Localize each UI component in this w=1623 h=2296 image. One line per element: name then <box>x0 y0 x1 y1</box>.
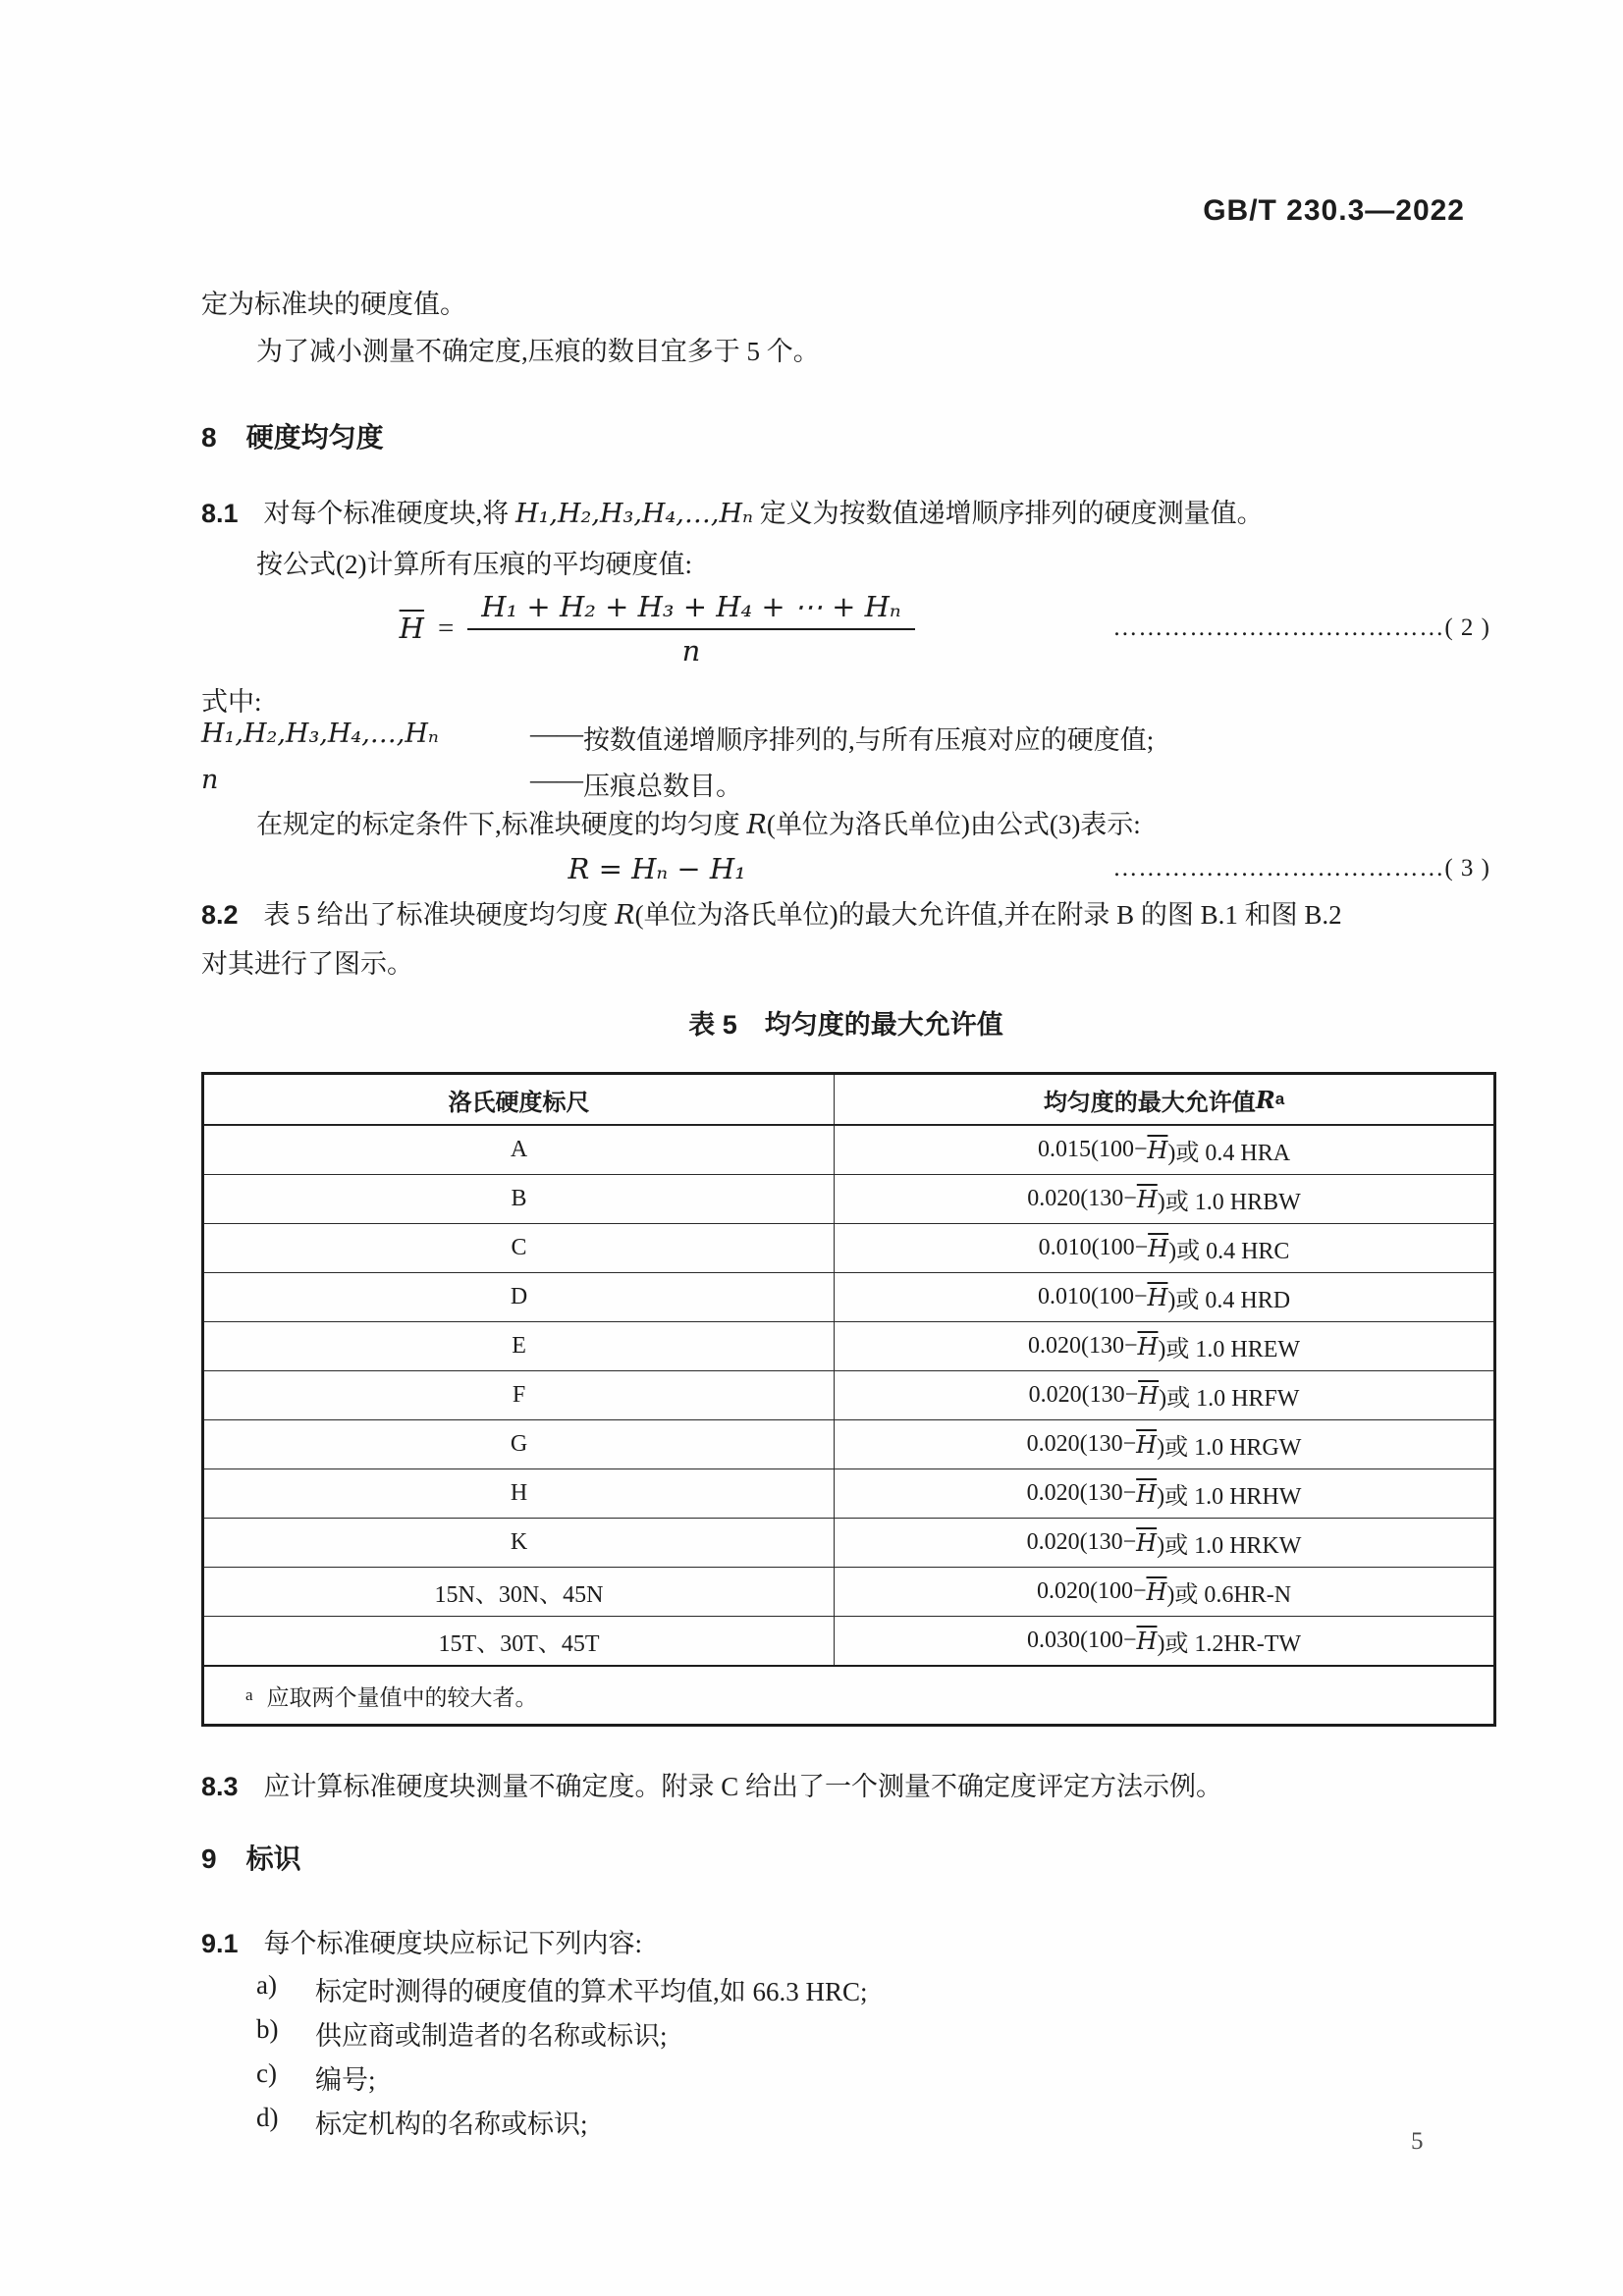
clause-9-1-number: 9.1 <box>201 1929 239 1958</box>
value-cell <box>835 1322 1493 1370</box>
value-cell <box>835 1371 1493 1419</box>
table-5 <box>201 1072 1496 1727</box>
value-pre: 0.010(100− <box>1038 1235 1149 1260</box>
value-cell <box>835 1519 1493 1567</box>
definition-term-h: H₁,H₂,H₃,H₄,…,Hₙ <box>201 719 439 749</box>
clause-8-1-text-post: 定义为按数值递增顺序排列的硬度测量值。 <box>752 499 1264 528</box>
clause-8-3 <box>201 1765 1222 1803</box>
formula-3-equation-number <box>1112 855 1490 882</box>
paragraph-carryover: 定为标准块的硬度值。 <box>201 290 466 319</box>
r-variable: R <box>615 900 635 931</box>
clause-9-1-text: 每个标准硬度块应标记下列内容: <box>263 1929 643 1958</box>
value-post: )或 1.0 HRFW <box>1159 1386 1300 1412</box>
r-variable: R <box>1255 1085 1275 1114</box>
section-9-title: 标识 <box>245 1843 301 1874</box>
table-row <box>204 1321 1493 1370</box>
formula-2-denominator: n <box>681 633 701 667</box>
table-row <box>204 1567 1493 1616</box>
paragraph-uniformity-pre: 在规定的标定条件下,标准块硬度的均匀度 <box>256 810 747 839</box>
value-post: )或 1.0 HRGW <box>1157 1435 1302 1461</box>
clause-8-2-text-post: (单位为洛氏单位)的最大允许值,并在附录 B 的图 B.1 和图 B.2 <box>634 900 1342 930</box>
clause-8-1-number: 8.1 <box>201 499 239 528</box>
formula-2-mean-symbol: $\overline{H}$ <box>399 612 424 645</box>
table-row <box>204 1272 1493 1321</box>
table-header-row <box>204 1075 1493 1125</box>
scale-cell: 15T、30T、45T <box>204 1617 835 1665</box>
value-cell <box>835 1568 1493 1616</box>
table-row <box>204 1174 1493 1223</box>
list-item-text: 编号; <box>315 2065 376 2095</box>
value-pre: 0.020(130− <box>1028 1382 1139 1408</box>
table-row <box>204 1125 1493 1174</box>
page-number: 5 <box>1411 2128 1424 2155</box>
h-bar-symbol: $\overline{H}$ <box>1137 1332 1159 1361</box>
clause-9-1 <box>201 1922 642 1960</box>
value-cell <box>835 1175 1493 1223</box>
clause-8-2-line2: 对其进行了图示。 <box>201 949 413 979</box>
h-bar-symbol: $\overline{H}$ <box>1148 1234 1169 1262</box>
value-cell <box>835 1420 1493 1468</box>
scale-cell: D <box>204 1273 835 1321</box>
h-bar-symbol: $\overline{H}$ <box>1136 1185 1158 1213</box>
table-row <box>204 1419 1493 1468</box>
value-pre: 0.020(130− <box>1026 1529 1137 1555</box>
value-pre: 0.020(130− <box>1026 1431 1137 1457</box>
column-header-max-value-text: 均匀度的最大允许值 <box>1043 1089 1256 1116</box>
h-bar-symbol: $\overline{H}$ <box>1147 1283 1168 1311</box>
value-pre: 0.020(130− <box>1026 1480 1137 1506</box>
definition-row-h <box>201 719 1490 757</box>
scale-cell: G <box>204 1420 835 1468</box>
list-item <box>256 2058 1490 2097</box>
value-post: )或 1.0 HRKW <box>1157 1533 1302 1559</box>
h-bar-symbol: $\overline{H}$ <box>1136 1430 1158 1459</box>
formula-3-math <box>201 852 1112 885</box>
table-row <box>204 1370 1493 1419</box>
value-cell <box>835 1469 1493 1518</box>
list-item-marker: c) <box>256 2058 277 2088</box>
h-bar-symbol: $\overline{H}$ <box>1147 1136 1168 1164</box>
column-header-max-value: 均匀度的最大允许值 R a <box>835 1075 1493 1124</box>
table-5-caption-title: 均匀度的最大允许值 <box>764 1010 1003 1040</box>
scale-cell: C <box>204 1224 835 1272</box>
section-8-heading <box>201 416 384 455</box>
value-pre: 0.030(100− <box>1026 1628 1137 1653</box>
paragraph-uniformity-r <box>256 803 1141 841</box>
r-variable: R <box>746 810 767 840</box>
definition-desc-n: 压痕总数目。 <box>583 772 742 801</box>
formula-3-number-label: ( 3 ) <box>1444 855 1490 881</box>
value-pre: 0.010(100− <box>1037 1284 1148 1309</box>
list-item-text: 标定时测得的硬度值的算术平均值,如 66.3 HRC; <box>315 1977 868 2006</box>
definition-term-n: n <box>201 765 219 795</box>
clause-8-1-text-pre: 对每个标准硬度块,将 <box>263 499 516 528</box>
value-post: )或 1.0 HREW <box>1158 1337 1301 1362</box>
formula-2 <box>201 585 1490 671</box>
list-item-text: 供应商或制造者的名称或标识; <box>315 2021 668 2051</box>
formula-2-numerator: H₁ + H₂ + H₃ + H₄ + ⋯ + Hₙ <box>467 590 914 630</box>
value-pre: 0.020(130− <box>1027 1186 1137 1211</box>
list-item-text: 标定机构的名称或标识; <box>315 2109 588 2139</box>
scale-cell: E <box>204 1322 835 1370</box>
formula-3-leader-dots: ………………………………… <box>1112 855 1445 881</box>
scale-cell: K <box>204 1519 835 1567</box>
value-post: )或 0.6HR-N <box>1166 1582 1292 1608</box>
standard-code: GB/T 230.3—2022 <box>1203 194 1465 227</box>
section-9-number: 9 <box>201 1843 217 1874</box>
formula-3 <box>201 842 1490 895</box>
list-item-marker: d) <box>256 2103 279 2132</box>
value-post: )或 1.0 HRBW <box>1157 1190 1301 1215</box>
h-bar-symbol: $\overline{H}$ <box>1146 1577 1167 1606</box>
clause-8-2-line1 <box>201 893 1342 932</box>
value-post: )或 0.4 HRC <box>1168 1239 1290 1264</box>
where-label: 式中: <box>201 687 262 717</box>
table-5-caption-label: 表 5 <box>688 1010 737 1040</box>
list-item-marker: a) <box>256 1970 277 2000</box>
table-footnote: a 应取两个量值中的较大者。 <box>204 1665 1493 1724</box>
table-row <box>204 1468 1493 1518</box>
definition-dash: —— <box>530 719 583 748</box>
hardness-variables: H₁,H₂,H₃,H₄,…,Hₙ <box>515 499 753 529</box>
table-5-caption <box>201 1003 1490 1041</box>
clause-8-3-text: 应计算标准硬度块测量不确定度。附录 C 给出了一个测量不确定度评定方法示例。 <box>263 1772 1223 1801</box>
value-pre: 0.020(130− <box>1027 1333 1138 1359</box>
formula-2-equals: = <box>437 612 455 644</box>
list-item-marker: b) <box>256 2014 279 2044</box>
value-post: )或 1.2HR-TW <box>1157 1631 1302 1657</box>
h-bar-symbol: $\overline{H}$ <box>1136 1528 1158 1557</box>
h-bar-symbol: $\overline{H}$ <box>1136 1479 1158 1508</box>
table-row <box>204 1223 1493 1272</box>
value-pre: 0.020(100− <box>1036 1578 1147 1604</box>
scale-cell: A <box>204 1126 835 1174</box>
value-post: )或 0.4 HRA <box>1167 1141 1291 1166</box>
list-item <box>256 2014 1490 2053</box>
clause-8-2-number: 8.2 <box>201 900 239 930</box>
definition-dash: —— <box>530 765 583 794</box>
formula-2-number-label: ( 2 ) <box>1444 614 1490 641</box>
list-item <box>256 2103 1490 2141</box>
scale-cell: B <box>204 1175 835 1223</box>
value-post: )或 1.0 HRHW <box>1157 1484 1302 1510</box>
paragraph-uniformity-post: (单位为洛氏单位)由公式(3)表示: <box>766 810 1141 839</box>
scale-cell: F <box>204 1371 835 1419</box>
value-cell <box>835 1224 1493 1272</box>
table-row <box>204 1616 1493 1665</box>
scale-cell: 15N、30N、45N <box>204 1568 835 1616</box>
scale-cell: H <box>204 1469 835 1518</box>
formula-2-math <box>201 590 1112 667</box>
value-pre: 0.015(100− <box>1037 1137 1148 1162</box>
column-header-scale: 洛氏硬度标尺 <box>204 1075 835 1124</box>
formula-2-fraction <box>467 590 914 667</box>
definition-desc-h: 按数值递增顺序排列的,与所有压痕对应的硬度值; <box>583 725 1155 755</box>
clause-8-1-line2: 按公式(2)计算所有压痕的平均硬度值: <box>256 550 692 579</box>
value-post: )或 0.4 HRD <box>1167 1288 1291 1313</box>
value-cell <box>835 1273 1493 1321</box>
section-8-number: 8 <box>201 422 217 453</box>
clause-8-1-line1 <box>201 492 1264 530</box>
h-bar-symbol: $\overline{H}$ <box>1138 1381 1160 1410</box>
formula-2-leader-dots: ………………………………… <box>1112 614 1445 641</box>
footnote-text: 应取两个量值中的较大者。 <box>266 1684 538 1710</box>
paragraph-indent-count: 为了减小测量不确定度,压痕的数目宜多于 5 个。 <box>256 337 820 366</box>
list-item <box>256 1970 1490 2008</box>
value-cell <box>835 1126 1493 1174</box>
definition-row-n <box>201 765 1490 803</box>
section-9-heading <box>201 1838 301 1877</box>
clause-8-3-number: 8.3 <box>201 1772 239 1801</box>
table-row <box>204 1518 1493 1567</box>
clause-8-2-text-pre: 表 5 给出了标准块硬度均匀度 <box>263 900 616 930</box>
h-bar-symbol: $\overline{H}$ <box>1136 1627 1158 1655</box>
section-8-title: 硬度均匀度 <box>245 422 384 453</box>
formula-3-body: R = Hₙ − H₁ <box>568 852 746 885</box>
value-cell <box>835 1617 1493 1665</box>
formula-2-equation-number <box>1112 614 1490 642</box>
